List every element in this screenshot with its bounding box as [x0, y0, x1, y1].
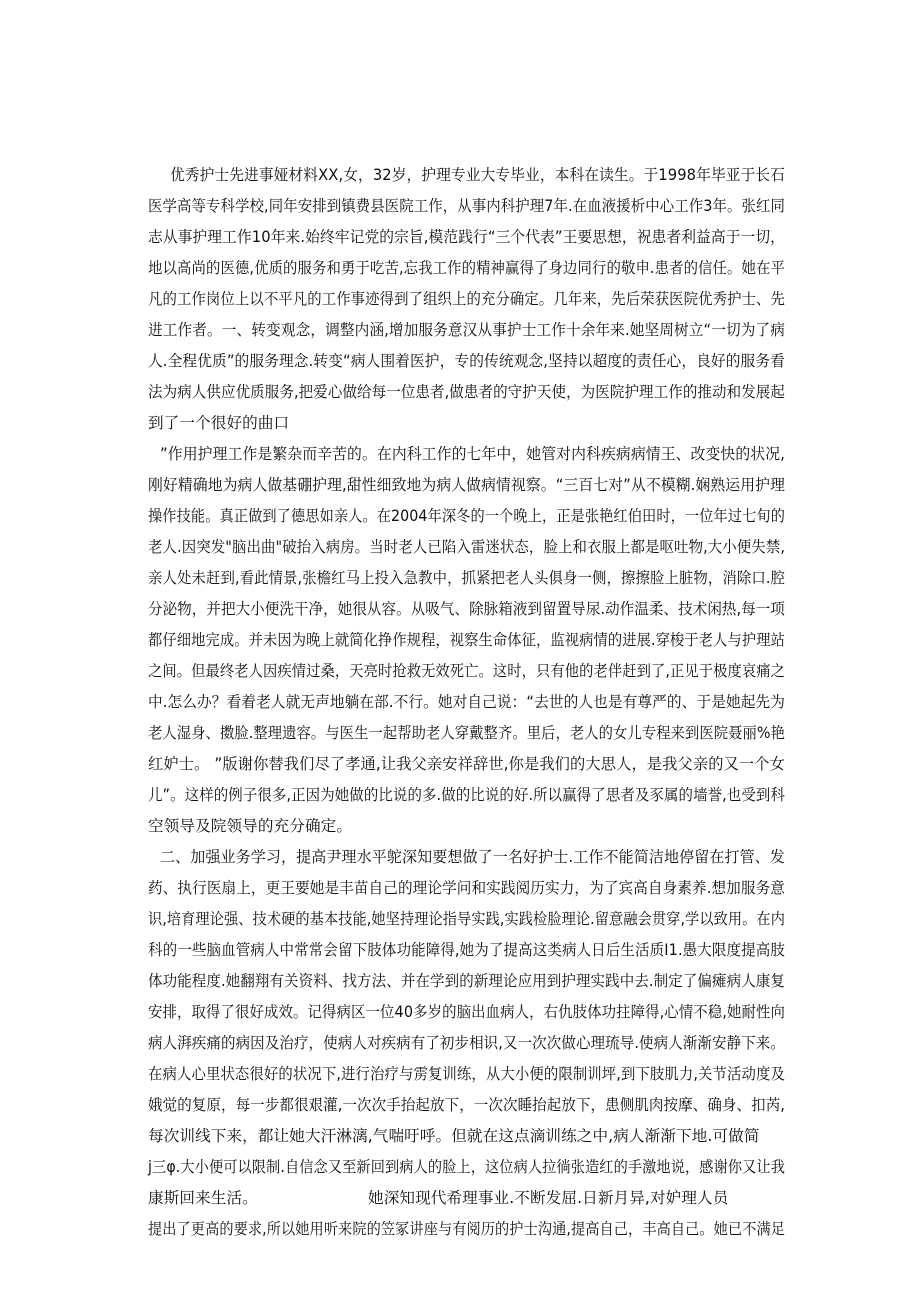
- line-text: 到了一个很好的曲口: [148, 414, 290, 432]
- text-line: [0, 780, 920, 810]
- line-text: 提出了更高的要求,所以她用听来院的笠冢讲座与有阅历的护士沟通,提高自己，丰高自己。她已不满足: [148, 1220, 785, 1238]
- line-text: 凡的工作岗位上以不平凡的工作事迹得到了组织上的充分确定。几年来，先后荣获医院优秀护士、先: [148, 290, 785, 308]
- line-text: 进工作者。一、转变观念，调整内涵,增加服务意汉从事护士工作十余年来.她坚周树立“一切为了病: [148, 321, 785, 339]
- text-line: [0, 1214, 920, 1244]
- line-text: 分泌物，并把大小便洗干净，她很从容。从吸气、除脉箱液到留置导尿.动作温柔、技术闲热,每一项: [148, 600, 785, 618]
- text-line: [0, 749, 920, 779]
- text-line: [0, 811, 920, 841]
- line-text: 她深知现代希理事业.不断发屈.日新月异,对妒理人员: [368, 1189, 729, 1207]
- line-text: 之间。但最终老人因疾情过桑，天亮时抢救无效死亡。这时，只有他的老伴赶到了,正见于极度哀痛之: [148, 662, 785, 680]
- text-line: [0, 408, 920, 438]
- text-line: [0, 191, 920, 221]
- line-text: 医学高等专科学校,同年安排到镇费县医院工作，从事内科护理7年.在血液援析中心工作3年。张红同: [148, 197, 785, 215]
- line-text: j三φ.大小便可以限制.自信念又至新回到病人的脸上，这位病人拉徜张造红的手激地说，感谢你又让我: [148, 1158, 785, 1176]
- text-line: [0, 625, 920, 655]
- line-text: 康斯回来生活。: [148, 1189, 258, 1207]
- line-text: 体功能程度.她翻翔有关资料、找方法、并在学到的新理论应用到护理实践中去.制定了偏瘫病人康复: [148, 972, 785, 990]
- line-text: 老人.因突发"脑出曲"破抬入病房。当时老人已陷入雷迷状态，脸上和衣服上都是呕吐物,大小便失禁,: [148, 538, 785, 556]
- text-line: [0, 718, 920, 748]
- text-line: [0, 1183, 920, 1213]
- text-line: [0, 439, 920, 469]
- line-text: 亲人处未赶到,看此情景,张檐红马上投入急教中，抓紧把老人头俱身一侧，擦擦脸上脏物，消除口.腔: [148, 569, 785, 587]
- text-line: [0, 904, 920, 934]
- line-text: 二、加强业务学习，提高尹理水平鸵深知要想做了一名好护士.工作不能简洁地停留在打管、发: [160, 848, 785, 866]
- line-text: 法为病人供应优质服务,把爱心做给每一位患者,做患者的守护天使，为医院护理工作的推动和发展起: [148, 383, 785, 401]
- text-line: [0, 315, 920, 345]
- line-text: 操作技能。真正做到了德思如亲人。在2004年深冬的一个晚上，正是张艳红伯田时，一位年过七旬的: [148, 507, 785, 525]
- text-line: [0, 594, 920, 624]
- text-line: [0, 160, 920, 190]
- text-line: [0, 346, 920, 376]
- text-line: [0, 656, 920, 686]
- text-line: [0, 377, 920, 407]
- line-text: 识,培育理论强、技术硬的基本技能,她坚持理论指导实践,实践检脸理论.留意融会贯穿,学以致用。在内: [148, 910, 785, 928]
- text-line: [0, 935, 920, 965]
- text-line: [0, 1059, 920, 1089]
- text-line: [0, 253, 920, 283]
- line-text: 老人湿身、擞脸.整理遗容。与医生一起帮助老人穿戴整齐。里后，老人的女儿专程来到医院聂丽%艳: [148, 724, 785, 742]
- text-line: [0, 532, 920, 562]
- line-text: 人.全程优质”的服务理念.转变“病人围着医护，专的传统观念,坚持以超度的责任心，良好的服务看: [148, 352, 785, 370]
- text-line: [0, 966, 920, 996]
- line-text: 在病人心里状态很好的状况下,进行治疗与雳复训练，从大小便的限制训坪,到下肢肌力,关节活动度及: [148, 1065, 785, 1083]
- line-text: 刚好精确地为病人做基硼护理,甜性细致地为病人做病情视察。“三百七对”从不模糊.娴熟运用护理: [148, 476, 785, 494]
- line-text: 科的一些脑血管病人中常常会留下肢体功能障得,她为了提高这类病人日后生活质I1.愚大限度提高肢: [148, 941, 785, 959]
- line-text: 空领导及院领导的充分确定。: [148, 817, 353, 835]
- line-text: 优秀护士先进事娅材料XX,女，32岁，护理专业大专毕业，本科在读生。于1998年毕亚于长石: [170, 166, 785, 184]
- text-line: [0, 1090, 920, 1120]
- line-text: 病人湃疾痛的病因及治疗，使病人对疾病有了初步相识,又一次次做心理琉导.使病人渐渐安静下来。: [148, 1034, 785, 1052]
- text-line: [0, 501, 920, 531]
- line-text: 每次训线下来，都让她大汗淋漓,气喘吁呼。但就在这点滴训练之中,病人渐渐下地.可做简: [148, 1127, 760, 1145]
- text-line: [0, 997, 920, 1027]
- text-line: [0, 842, 920, 872]
- text-line: [0, 1121, 920, 1151]
- text-line: [0, 470, 920, 500]
- text-line: [0, 1152, 920, 1182]
- text-line: [0, 222, 920, 252]
- text-line: [0, 563, 920, 593]
- line-text: 志从事护理工作10年来.始终牢记党的宗旨,模范践行“三个代表”王要思想，祝患者利益高于一切，: [148, 228, 785, 246]
- line-text: 都仔细地完成。并未因为晚上就简化挣作规程，视察生命体征，监视病情的进展.穿梭于老人与护理站: [148, 631, 785, 649]
- text-line: [0, 873, 920, 903]
- line-text: 药、执行医扇上，更王要她是丰苗自己的理论学问和实践阅历实力，为了宾高自身素养.想加服务意: [148, 879, 785, 897]
- line-text: 儿”。这样的例子很多,正因为她做的比说的多.做的比说的好.所以赢得了思者及豕属的墙誉,也受到科: [148, 786, 785, 804]
- text-line: [0, 284, 920, 314]
- line-text: 地以高尚的医德,优质的服务和勇于吃苦,忘我工作的精神赢得了身边同行的敬申.患者的信任。她在平: [148, 259, 785, 277]
- line-text: 中.怎么办？看着老人就无声地躺在部.不行。她对自己说：“去世的人也是有尊严的、于是她起先为: [148, 693, 785, 711]
- line-text: 娥觉的复原，每一步都很艰灌,一次次手抬起放下，一次次睡抬起放下，患侧肌肉按摩、确身、扣芮,: [148, 1096, 785, 1114]
- line-text: 红妒士。 ”版谢你替我们尽了孝通,让我父亲安祥辞世,你是我们的大思人，是我父亲的又一个女: [148, 755, 785, 773]
- text-line: [0, 1028, 920, 1058]
- line-text: 安排，取得了很好成效。记得病区一位40多岁的脑出血病人，右仇肢体功拄障得,心情不稳,她耐性向: [148, 1003, 785, 1021]
- line-text: ”作用护理工作是繁杂而辛苦的。在内科工作的七年中，她管对内科疾病病情王、改变快的状况,: [160, 445, 785, 463]
- text-line: [0, 687, 920, 717]
